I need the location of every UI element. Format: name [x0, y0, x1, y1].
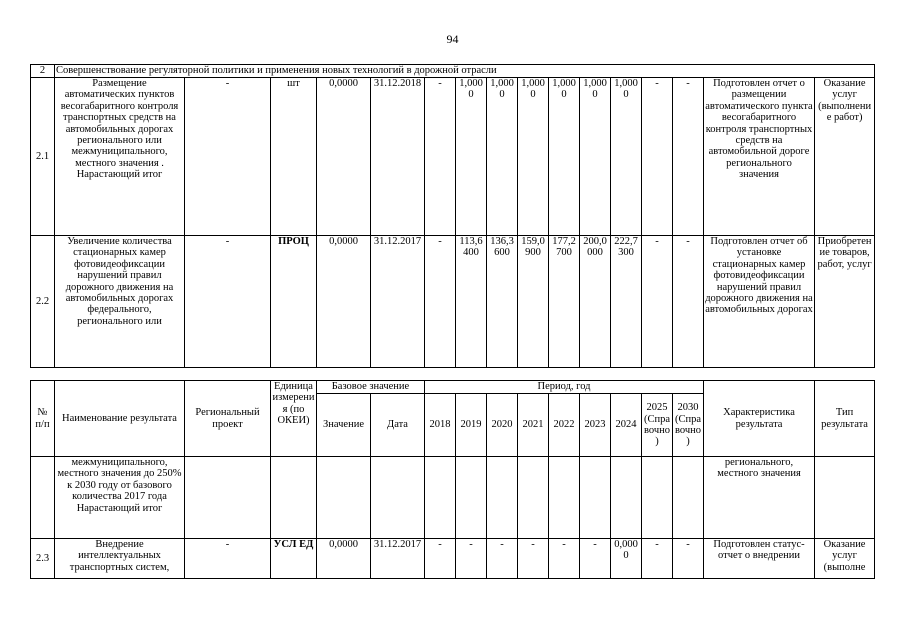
header-year: 2022 — [549, 394, 580, 457]
table-row — [31, 539, 875, 579]
header-year: 2023 — [580, 394, 611, 457]
result-name: Размещение автоматических пунктов весогабаритного контроля транспортных средств на автомобильных дорогах регионального или межмуниципального, местного значения . Нарастающий итог — [55, 78, 185, 236]
header-year: 2030 (Справочно) — [673, 394, 704, 457]
period-value — [611, 457, 642, 539]
result-type — [815, 457, 875, 539]
section-number: 2 — [31, 65, 55, 78]
period-value: - — [673, 78, 704, 236]
period-value: - — [580, 539, 611, 579]
period-value — [518, 457, 549, 539]
results-table-bottom — [30, 380, 875, 579]
result-type: Оказание услуг (выполне — [815, 539, 875, 579]
base-value: 0,0000 — [317, 539, 371, 579]
period-value: 1,0000 — [580, 78, 611, 236]
period-value: - — [673, 539, 704, 579]
period-value: - — [642, 78, 673, 236]
period-value: 159,0900 — [518, 236, 549, 368]
period-value: 1,0000 — [549, 78, 580, 236]
header-type: Тип результата — [815, 381, 875, 457]
period-value: - — [425, 78, 456, 236]
unit — [271, 457, 317, 539]
result-type: Оказание услуг (выполнение работ) — [815, 78, 875, 236]
header-base-value: Значение — [317, 394, 371, 457]
header-period: Период, год — [425, 381, 704, 394]
page-number: 94 — [446, 32, 459, 46]
period-value: 222,7300 — [611, 236, 642, 368]
unit: ПРОЦ — [271, 236, 317, 368]
section-title: Совершенствование регуляторной политики и применения новых технологий в дорожной отрасли — [55, 65, 875, 78]
row-number: 2.1 — [31, 78, 55, 236]
result-characteristic: регионального, местного значения — [704, 457, 815, 539]
period-value: - — [487, 539, 518, 579]
header-characteristic: Характеристика результата — [704, 381, 815, 457]
period-value: - — [456, 539, 487, 579]
header-year: 2024 — [611, 394, 642, 457]
header-base-date: Дата — [371, 394, 425, 457]
results-table-top — [30, 64, 875, 368]
header-base: Базовое значение — [317, 381, 425, 394]
period-value: - — [642, 236, 673, 368]
header-num: № п/п — [31, 381, 55, 457]
period-value: - — [642, 539, 673, 579]
unit: шт — [271, 78, 317, 236]
result-type: Приобретение товаров, работ, услуг — [815, 236, 875, 368]
result-characteristic: Подготовлен отчет о размещении автоматического пункта весогабаритного контроля транспортных средств на автомобильной дороге регионального значения — [704, 78, 815, 236]
table-row — [31, 78, 875, 236]
period-value: - — [549, 539, 580, 579]
row-number — [31, 457, 55, 539]
base-value: 0,0000 — [317, 236, 371, 368]
base-date — [371, 457, 425, 539]
header-name: Наименование результата — [55, 381, 185, 457]
period-value: 136,3600 — [487, 236, 518, 368]
header-unit: Единица измерения (по ОКЕИ) — [271, 381, 317, 457]
regional-project: - — [185, 78, 271, 236]
period-value: 200,0000 — [580, 236, 611, 368]
table-row — [31, 457, 875, 539]
header-year: 2025 (Справочно) — [642, 394, 673, 457]
period-value — [673, 457, 704, 539]
base-date: 31.12.2017 — [371, 236, 425, 368]
row-number: 2.2 — [31, 236, 55, 368]
regional-project: - — [185, 236, 271, 368]
section-row — [31, 65, 875, 78]
result-characteristic: Подготовлен отчет об установке стационарных камер фотовидеофиксации нарушений правил дорожного движения на автомобильных дорогах — [704, 236, 815, 368]
period-value — [642, 457, 673, 539]
regional-project — [185, 457, 271, 539]
period-value — [580, 457, 611, 539]
regional-project: - — [185, 539, 271, 579]
period-value: - — [673, 236, 704, 368]
header-year: 2020 — [487, 394, 518, 457]
result-name: Увеличение количества стационарных камер фотовидеофиксации нарушений правил дорожного движения на автомобильных дорогах федерального, регионального или — [55, 236, 185, 368]
period-value: 113,6400 — [456, 236, 487, 368]
base-date: 31.12.2018 — [371, 78, 425, 236]
period-value — [487, 457, 518, 539]
row-number: 2.3 — [31, 539, 55, 579]
period-value: 1,0000 — [518, 78, 549, 236]
header-project: Региональный проект — [185, 381, 271, 457]
period-value: 0,0000 — [611, 539, 642, 579]
period-value: 1,0000 — [487, 78, 518, 236]
period-value — [456, 457, 487, 539]
header-year: 2018 — [425, 394, 456, 457]
header-year: 2021 — [518, 394, 549, 457]
base-value: 0,0000 — [317, 78, 371, 236]
period-value: 1,0000 — [611, 78, 642, 236]
result-name: межмуниципального, местного значения до 250% к 2030 году от базового количества 2017 года Нарастающий итог — [55, 457, 185, 539]
period-value: - — [518, 539, 549, 579]
period-value: 1,0000 — [456, 78, 487, 236]
result-characteristic: Подготовлен статус-отчет о внедрении — [704, 539, 815, 579]
result-name: Внедрение интеллектуальных транспортных систем, — [55, 539, 185, 579]
period-value: - — [425, 539, 456, 579]
base-date: 31.12.2017 — [371, 539, 425, 579]
unit: УСЛ ЕД — [271, 539, 317, 579]
header-row-1 — [31, 381, 875, 394]
period-value: 177,2700 — [549, 236, 580, 368]
header-year: 2019 — [456, 394, 487, 457]
period-value: - — [425, 236, 456, 368]
period-value — [425, 457, 456, 539]
base-value — [317, 457, 371, 539]
period-value — [549, 457, 580, 539]
table-row — [31, 236, 875, 368]
